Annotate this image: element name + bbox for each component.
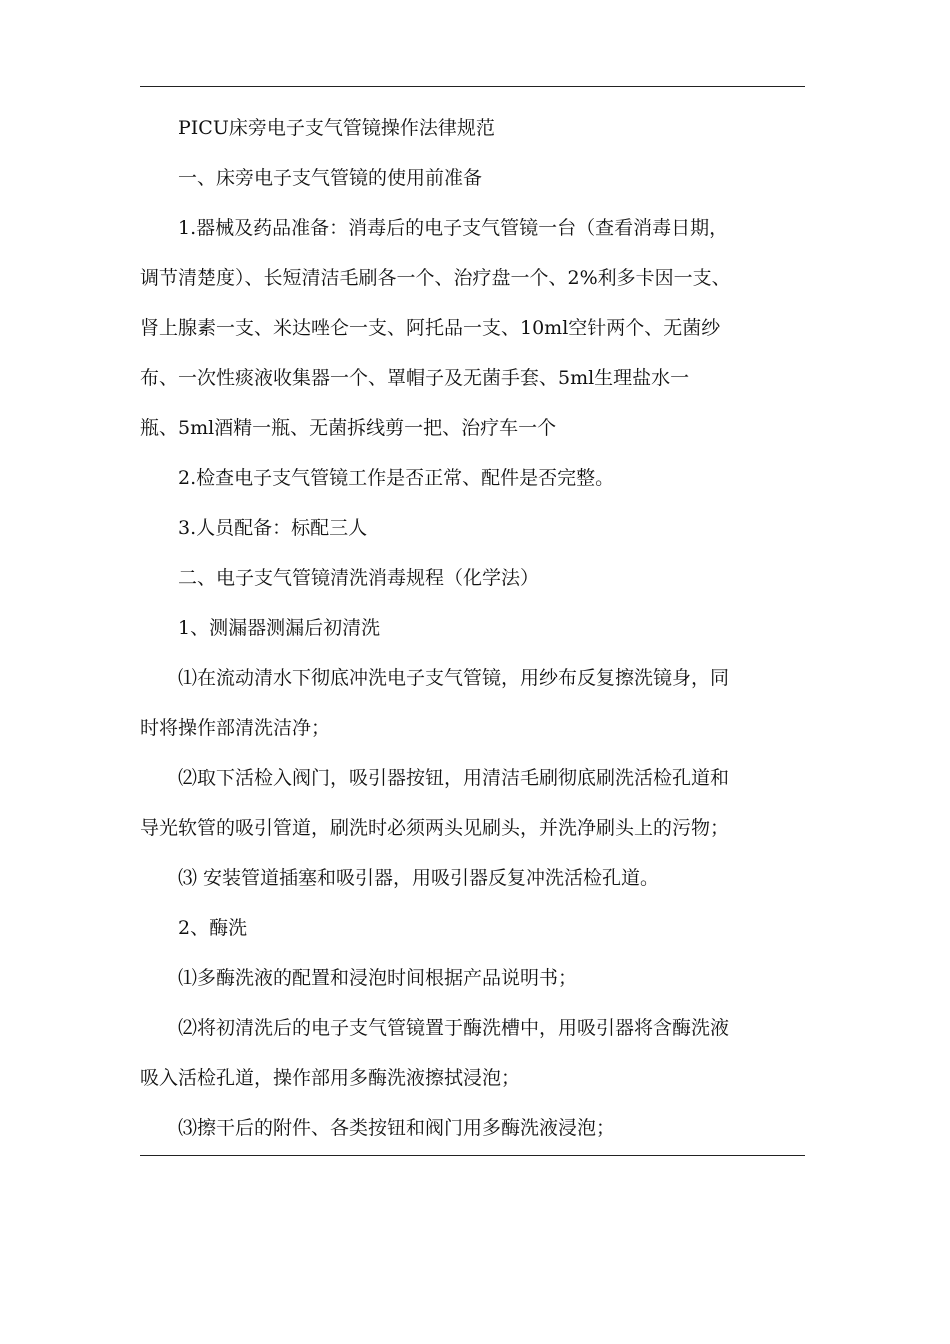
text-line: ⑴在流动清水下彻底冲洗电子支气管镜，用纱布反复擦洗镜身，同 — [178, 667, 730, 689]
document-body — [140, 116, 815, 1166]
text-line: 二、电子支气管镜清洗消毒规程（化学法） — [178, 567, 540, 589]
text-line: 吸入活检孔道，操作部用多酶洗液擦拭浸泡； — [140, 1067, 521, 1089]
text-line: 导光软管的吸引管道，刷洗时必须两头见刷头，并洗净刷头上的污物； — [140, 817, 730, 839]
document-title: PICU床旁电子支气管镜操作法律规范 — [178, 117, 495, 139]
text-line: 1.器械及药品准备：消毒后的电子支气管镜一台（查看消毒日期， — [178, 217, 729, 239]
document-lines — [140, 166, 815, 1141]
text-line: 布、一次性痰液收集器一个、罩帽子及无菌手套、5ml生理盐水一 — [140, 367, 690, 389]
header-rule — [140, 86, 805, 87]
text-line: 2、酶洗 — [178, 917, 248, 939]
text-line: 时将操作部清洗洁净； — [140, 717, 331, 739]
footer-rule — [140, 1155, 805, 1156]
text-line: 2.检查电子支气管镜工作是否正常、配件是否完整。 — [178, 467, 615, 489]
text-line: 调节清楚度）、长短清洁毛刷各一个、治疗盘一个、2%利多卡因一支、 — [140, 267, 731, 289]
text-line: ⑶ 安装管道插塞和吸引器，用吸引器反复冲洗活检孔道。 — [178, 867, 660, 889]
text-line: 1、测漏器测漏后初清洗 — [178, 617, 381, 639]
text-line: ⑵将初清洗后的电子支气管镜置于酶洗槽中，用吸引器将含酶洗液 — [178, 1017, 730, 1039]
text-line: 瓶、5ml酒精一瓶、无菌拆线剪一把、治疗车一个 — [140, 417, 557, 439]
text-line: ⑵取下活检入阀门，吸引器按钮，用清洁毛刷彻底刷洗活检孔道和 — [178, 767, 730, 789]
text-line: 一、床旁电子支气管镜的使用前准备 — [178, 167, 483, 189]
text-line: 肾上腺素一支、米达唑仑一支、阿托品一支、10ml空针两个、无菌纱 — [140, 317, 721, 339]
text-line: 3.人员配备：标配三人 — [178, 517, 368, 539]
text-line: ⑴多酶洗液的配置和浸泡时间根据产品说明书； — [178, 967, 578, 989]
text-line: ⑶擦干后的附件、各类按钮和阀门用多酶洗液浸泡； — [178, 1117, 616, 1139]
